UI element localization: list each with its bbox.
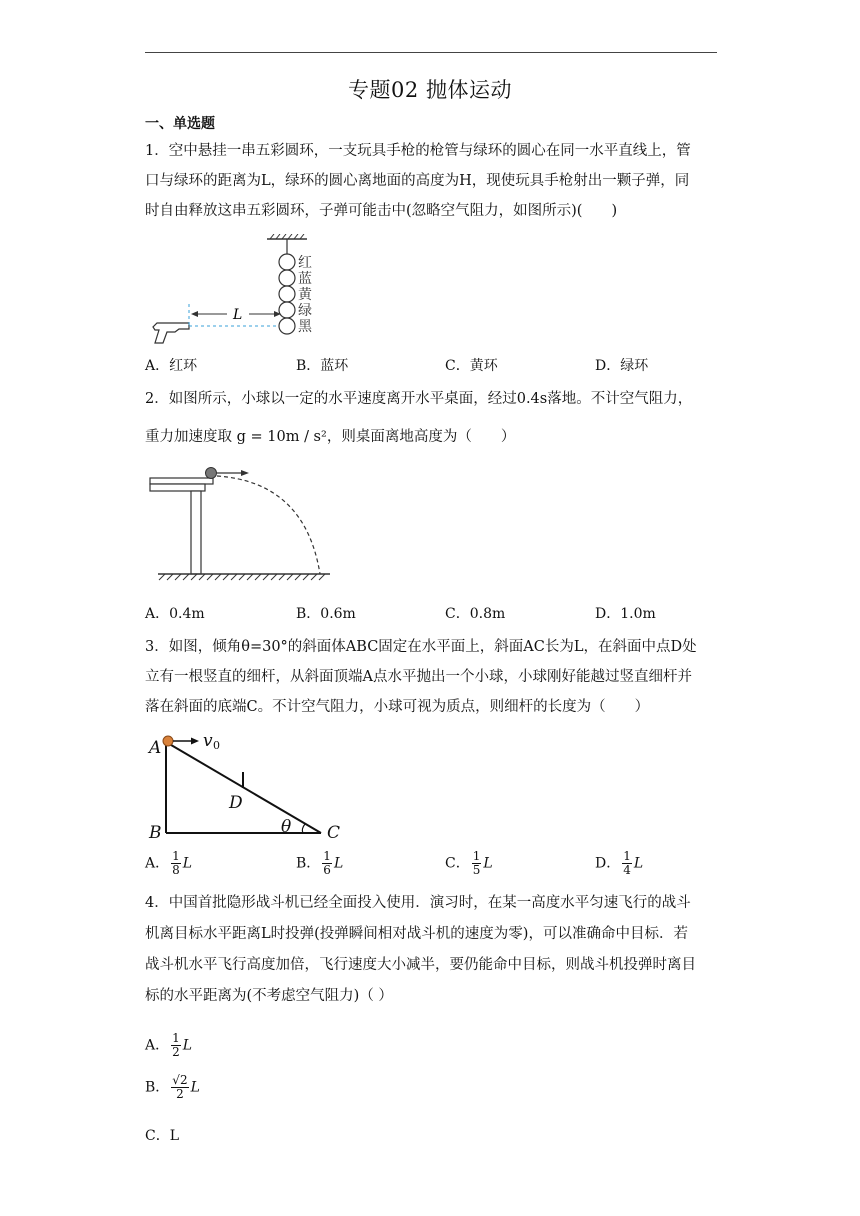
- label-b: B: [149, 823, 162, 843]
- ball: [163, 736, 173, 746]
- ring-green: [279, 302, 295, 318]
- q1-line: 时自由释放这串五彩圆环，子弹可能击中(忽略空气阻力，如图所示)( ): [145, 203, 618, 219]
- table-leg: [191, 491, 201, 574]
- variable: L: [333, 855, 344, 872]
- q3-option-d[interactable]: [595, 850, 643, 877]
- denominator: 4: [623, 863, 631, 877]
- option-letter: D．: [595, 855, 621, 872]
- toy-gun-icon: [153, 323, 189, 343]
- rings: [279, 254, 295, 334]
- ring-label-green: 绿: [298, 303, 312, 319]
- ring-label-black: 黑: [298, 319, 312, 335]
- q2-option-c[interactable]: C．0.8m: [445, 606, 506, 622]
- variable: L: [633, 855, 644, 872]
- q3-line: 立有一根竖直的细杆，从斜面顶端A点水平抛出一个小球，小球刚好能越过竖直细杆并: [145, 669, 692, 685]
- fraction: [622, 850, 632, 877]
- numerator: √2: [172, 1073, 188, 1087]
- q4-option-c[interactable]: [145, 1125, 179, 1145]
- q3-line: 3．如图，倾角θ=30°的斜面体ABC固定在水平面上，斜面AC长为L，在斜面中点D处: [145, 639, 697, 655]
- q4-line: 4．中国首批隐形战斗机已经全面投入使用．演习时，在某一高度水平匀速飞行的战斗: [145, 895, 691, 911]
- label-v: v: [203, 731, 213, 751]
- denominator: 2: [176, 1087, 184, 1101]
- numerator: 1: [172, 1031, 180, 1045]
- velocity-arrowhead: [241, 470, 249, 476]
- variable: L: [182, 855, 193, 872]
- q3-option-b[interactable]: [296, 850, 343, 877]
- header-rule: [145, 52, 717, 53]
- numerator: 1: [623, 849, 631, 863]
- denominator: 8: [172, 863, 180, 877]
- denominator: 5: [472, 863, 481, 877]
- ring-label-red: 红: [298, 255, 312, 271]
- trajectory: [217, 476, 320, 574]
- q4-text: [145, 888, 717, 1012]
- q2-line: 重力加速度取 g = 10m / s²，则桌面离地高度为（ ）: [145, 429, 516, 445]
- q1-line: 口与绿环的距离为L，绿环的圆心离地面的高度为H，现使玩具手枪射出一颗子弹，同: [145, 173, 690, 189]
- denominator: 2: [172, 1045, 180, 1059]
- ring-blue: [279, 270, 295, 286]
- q3-text: [145, 632, 717, 722]
- fraction: [171, 1032, 181, 1059]
- q2-option-a[interactable]: A．0.4m: [145, 606, 205, 622]
- fraction: [322, 850, 332, 877]
- q3-figure-incline: [145, 728, 355, 843]
- numerator: 1: [472, 849, 481, 863]
- q2-figure-table-ball: [145, 462, 335, 587]
- label-theta: θ: [281, 817, 292, 837]
- page-title: 专题02 抛体运动: [348, 78, 512, 102]
- label-c: C: [327, 823, 341, 843]
- section-heading: 一、单选题: [145, 116, 215, 132]
- theta-arc: [302, 824, 305, 833]
- option-text: L: [169, 1128, 180, 1144]
- ring-yellow: [279, 286, 295, 302]
- q1-option-a[interactable]: A．红环: [145, 358, 198, 374]
- q2-option-d[interactable]: D．1.0m: [595, 606, 656, 622]
- ring-black: [279, 318, 295, 334]
- fraction: [472, 850, 482, 877]
- option-letter: C．: [445, 855, 470, 872]
- arrowhead-left: [191, 311, 198, 317]
- q1-text: [145, 136, 717, 226]
- fraction: [171, 850, 181, 877]
- q4-line: 机离目标水平距离L时投弹(投弹瞬间相对战斗机的速度为零)，可以准确命中目标．若: [145, 926, 688, 942]
- label-a: A: [149, 738, 162, 758]
- ring-label-yellow: 黄: [298, 287, 312, 303]
- q1-line: 1．空中悬挂一串五彩圆环，一支玩具手枪的枪管与绿环的圆心在同一水平直线上，管: [145, 143, 691, 159]
- q2-text: [145, 384, 717, 452]
- label-v0-subscript: 0: [213, 739, 220, 752]
- numerator: 1: [323, 849, 331, 863]
- option-letter: C．: [145, 1128, 170, 1144]
- table-top: [150, 478, 213, 484]
- q1-option-d[interactable]: D．绿环: [595, 358, 649, 374]
- variable: L: [182, 1037, 193, 1054]
- table-apron: [150, 484, 205, 491]
- q4-option-a[interactable]: [145, 1032, 192, 1059]
- option-letter: B．: [296, 855, 321, 872]
- q1-option-b[interactable]: B．蓝环: [296, 358, 349, 374]
- ring-red: [279, 254, 295, 270]
- q1-option-c[interactable]: C．黄环: [445, 358, 498, 374]
- ball: [206, 468, 217, 479]
- option-letter: A．: [145, 1037, 170, 1054]
- ground-hatch: [159, 574, 325, 580]
- q1-figure-gun-rings: [145, 234, 345, 344]
- q3-line: 落在斜面的底端C。不计空气阻力，小球可视为质点，则细杆的长度为（ ）: [145, 699, 650, 715]
- q2-option-b[interactable]: B．0.6m: [296, 606, 356, 622]
- numerator: 1: [172, 849, 180, 863]
- q3-option-a[interactable]: [145, 850, 192, 877]
- q3-option-c[interactable]: [445, 850, 493, 877]
- q4-line: 标的水平距离为(不考虑空气阻力)（ ）: [145, 988, 393, 1004]
- q4-option-b[interactable]: [145, 1074, 200, 1101]
- fraction: [171, 1074, 188, 1101]
- distance-label: L: [233, 307, 243, 323]
- v0-arrowhead: [191, 738, 199, 745]
- variable: L: [190, 1079, 200, 1096]
- q2-line: 2．如图所示，小球以一定的水平速度离开水平桌面，经过0.4s落地。不计空气阻力，: [145, 391, 693, 407]
- variable: L: [483, 855, 493, 872]
- label-d: D: [229, 793, 243, 813]
- q4-line: 战斗机水平飞行高度加倍，飞行速度大小减半，要仍能命中目标，则战斗机投弹时离目: [145, 957, 696, 973]
- option-letter: B．: [145, 1079, 170, 1096]
- option-letter: A．: [145, 855, 170, 872]
- denominator: 6: [323, 863, 331, 877]
- ring-label-blue: 蓝: [298, 271, 312, 287]
